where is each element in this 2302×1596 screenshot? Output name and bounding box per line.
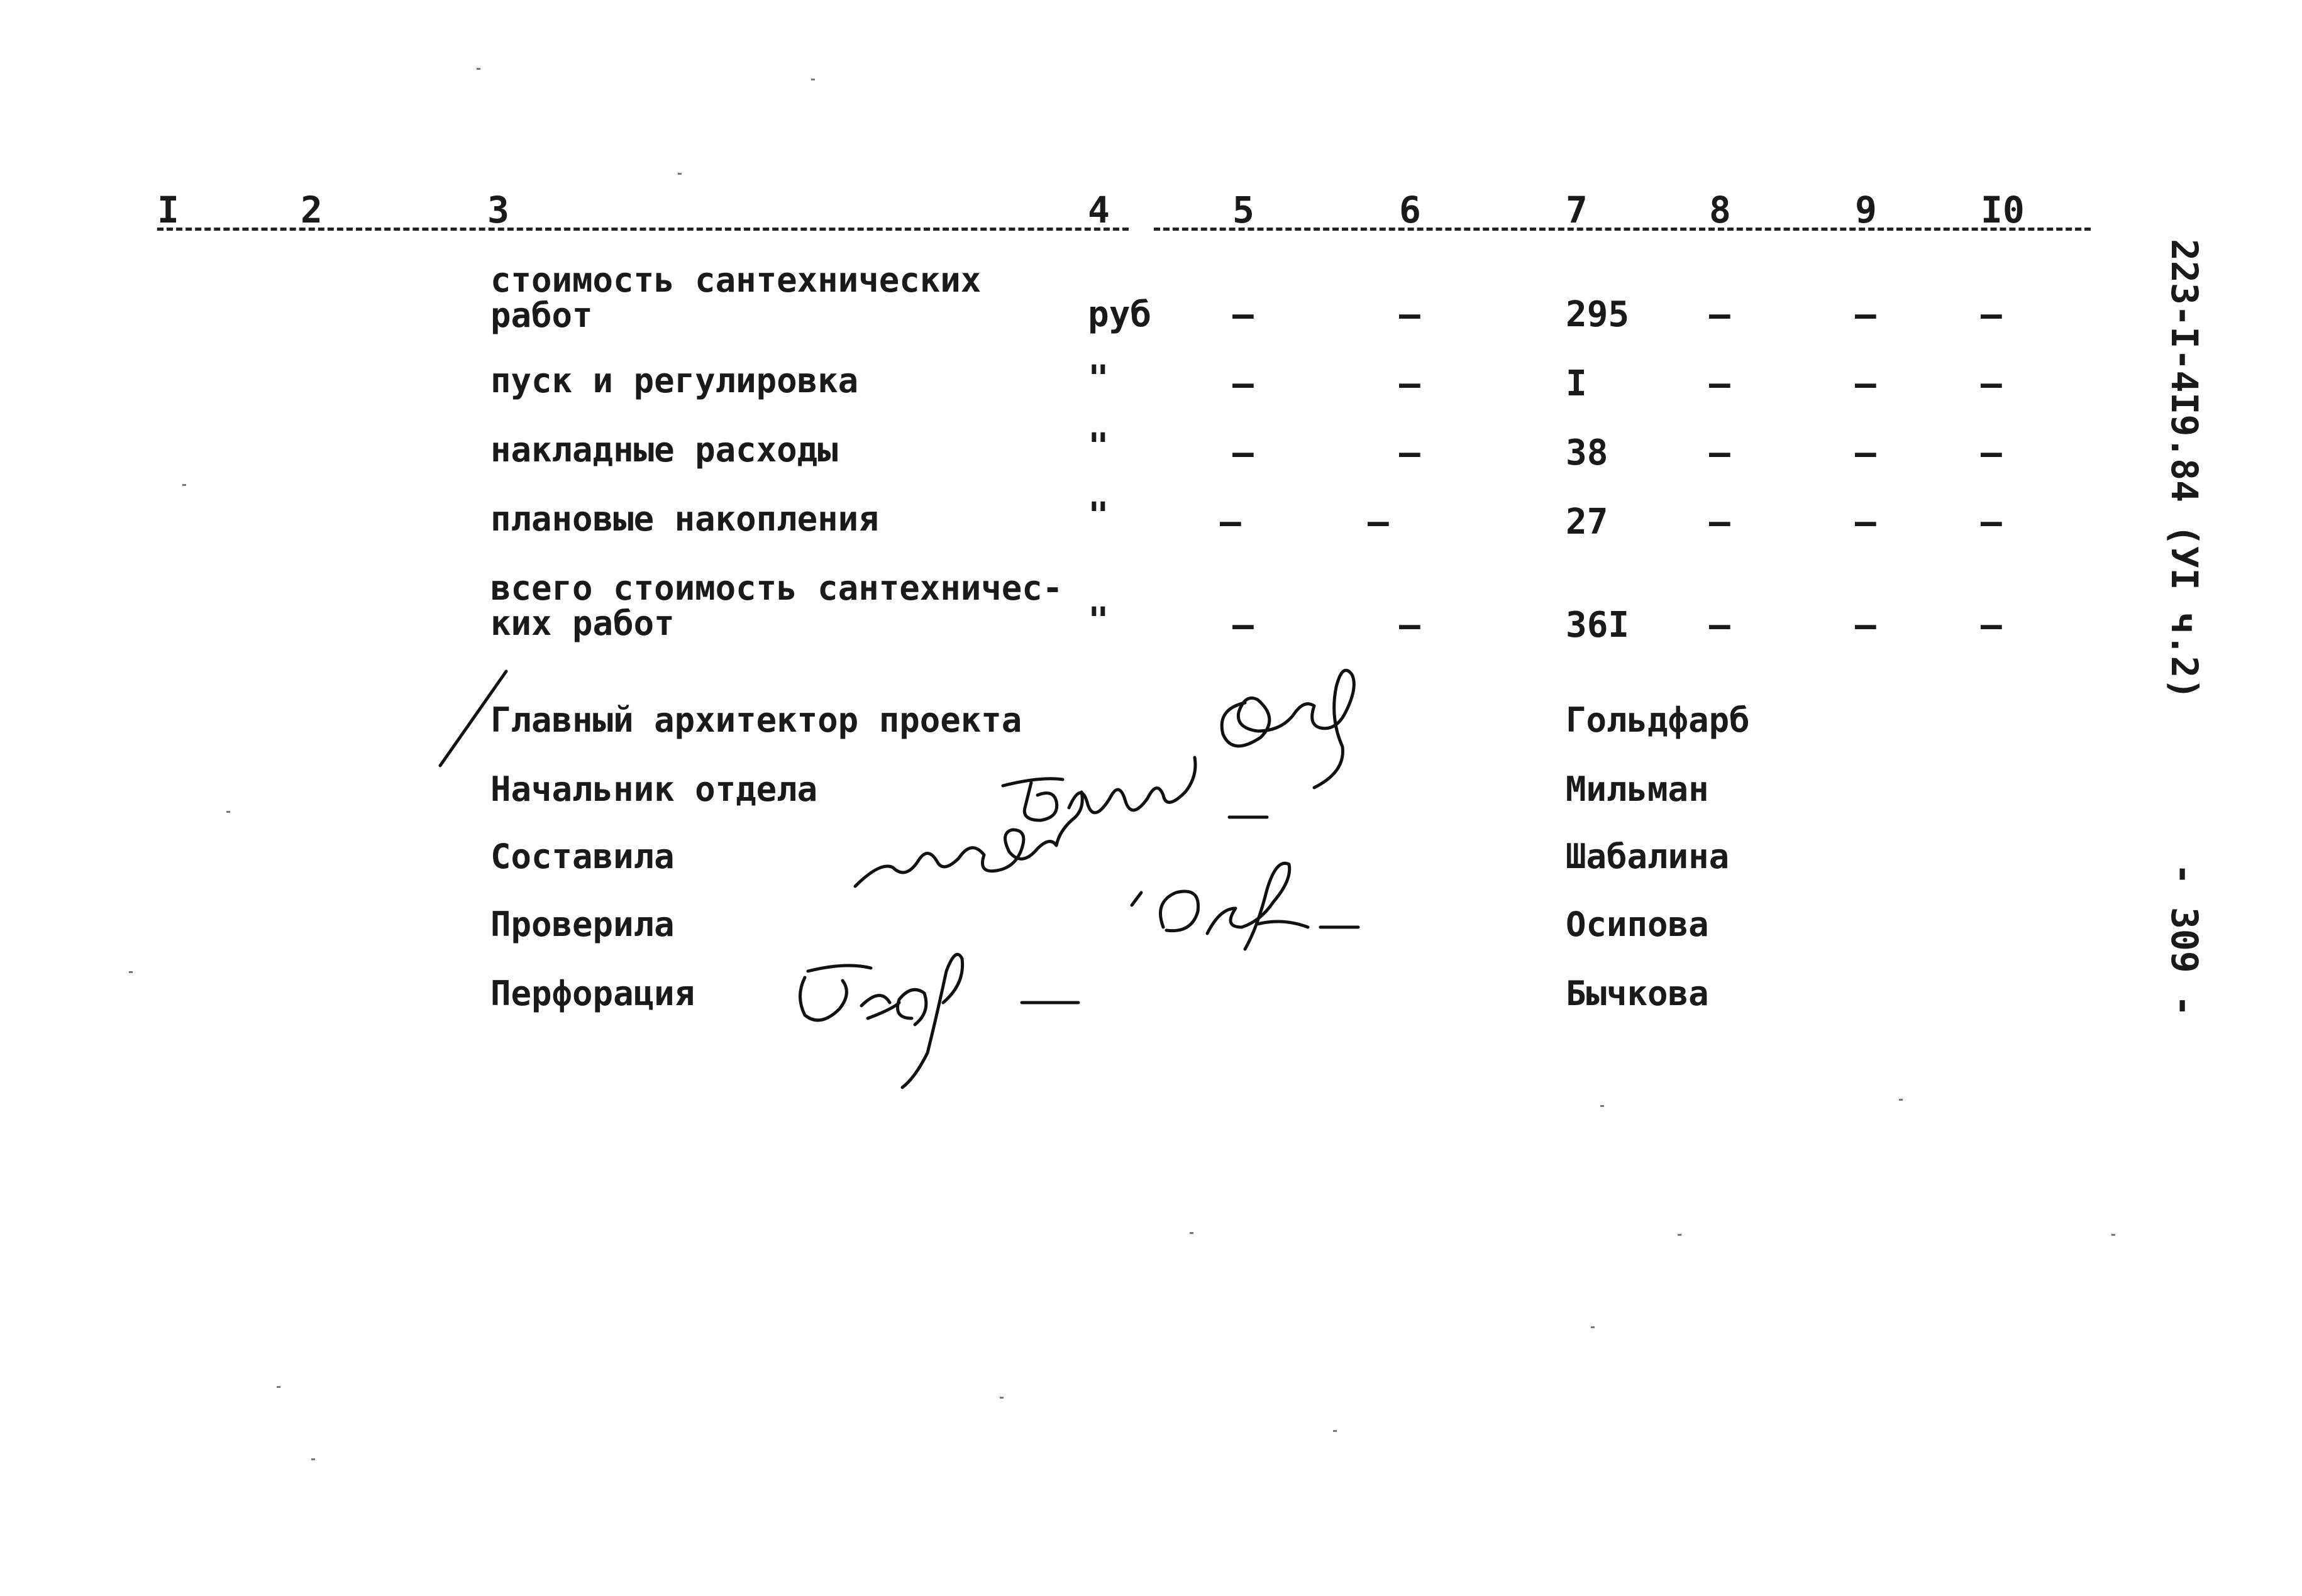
scan-speck	[2111, 1234, 2115, 1236]
row-4-col9: –	[1855, 502, 1876, 542]
row-1-col5: –	[1232, 294, 1254, 335]
signature-name-chief-architect: Гольдфарб	[1566, 700, 1750, 740]
signature-name-compiled: Шабалина	[1566, 837, 1730, 876]
row-5-col10: –	[1981, 605, 2002, 646]
scan-speck	[129, 971, 133, 973]
row-5-col8: –	[1709, 605, 1730, 646]
scan-speck	[1600, 1105, 1604, 1107]
row-5-col7: 36I	[1566, 605, 1630, 646]
col-header-1: I	[157, 189, 179, 231]
page-number: - 309 -	[2163, 863, 2206, 1017]
scan-speck	[182, 484, 186, 486]
row-3-col5: –	[1232, 432, 1254, 473]
row-5-col9: –	[1855, 605, 1876, 646]
scan-speck	[678, 173, 682, 175]
row-2-col8: –	[1709, 363, 1730, 404]
scan-speck	[1591, 1326, 1595, 1328]
row-3-col7: 38	[1566, 432, 1608, 473]
row-3-description: накладные расходы	[490, 430, 838, 470]
signature-name-department-head: Мильман	[1566, 769, 1709, 809]
signature-role-compiled: Составила	[490, 837, 675, 876]
row-1-description: стоимость сантехнических работ	[490, 260, 982, 335]
row-4-col6: –	[1368, 502, 1389, 542]
row-1-col6: –	[1399, 294, 1420, 335]
row-1-col7: 295	[1566, 294, 1630, 335]
row-2-col6: –	[1399, 363, 1420, 404]
row-2-description: пуск и регулировка	[490, 361, 859, 400]
signature-checked	[1161, 863, 1359, 949]
col-header-2: 2	[301, 189, 323, 231]
scan-speck	[1000, 1397, 1004, 1399]
row-3-col8: –	[1709, 432, 1730, 473]
row-4-col8: –	[1709, 502, 1730, 542]
col-header-5: 5	[1232, 189, 1254, 231]
col-header-9: 9	[1855, 189, 1877, 231]
scan-speck	[1333, 1430, 1337, 1432]
col-header-4: 4	[1088, 189, 1110, 231]
signature-perforation	[800, 954, 1079, 1087]
row-4-col10: –	[1981, 502, 2002, 542]
document-code-text: 223-I-4I9.84 (УI ч.2)	[2163, 239, 2206, 700]
scan-speck	[226, 811, 230, 813]
scan-speck	[477, 68, 480, 70]
row-1-unit: руб	[1088, 294, 1152, 335]
signature-role-checked: Проверила	[490, 905, 675, 944]
row-4-col5: –	[1220, 502, 1241, 542]
row-2-col7: I	[1566, 363, 1587, 404]
signature-role-chief-architect: Главный архитектор проекта	[490, 700, 1022, 740]
row-5-col5: –	[1232, 605, 1254, 646]
row-3-col10: –	[1981, 432, 2002, 473]
scan-speck	[1190, 1232, 1193, 1234]
col-header-6: 6	[1399, 189, 1421, 231]
col-header-7: 7	[1566, 189, 1588, 231]
signature-name-perforation: Бычкова	[1566, 974, 1709, 1013]
row-5-unit: "	[1088, 600, 1109, 641]
col-header-8: 8	[1709, 189, 1731, 231]
signature-name-checked: Осипова	[1566, 905, 1709, 944]
row-2-col9: –	[1855, 363, 1876, 404]
document-code	[2163, 239, 2206, 1017]
margin-slash	[440, 671, 506, 766]
row-3-unit: "	[1088, 426, 1109, 467]
row-4-unit: "	[1088, 495, 1109, 536]
row-2-col5: –	[1232, 363, 1254, 404]
row-3-col6: –	[1399, 432, 1420, 473]
signature-department-head	[1003, 757, 1267, 820]
row-1-col8: –	[1709, 294, 1730, 335]
signature-chief-architect	[1222, 670, 1354, 788]
row-1-col9: –	[1855, 294, 1876, 335]
scan-speck	[1899, 1099, 1903, 1101]
scan-speck	[277, 1386, 280, 1388]
col-header-3: 3	[487, 189, 509, 231]
col-header-10: I0	[1981, 189, 2025, 231]
signature-compiled	[855, 792, 1141, 905]
scan-speck	[1678, 1234, 1681, 1236]
scan-speck	[811, 79, 815, 80]
row-2-col10: –	[1981, 363, 2002, 404]
scan-speck	[311, 1458, 315, 1460]
signature-role-department-head: Начальник отдела	[490, 769, 818, 809]
row-1-col10: –	[1981, 294, 2002, 335]
row-3-col9: –	[1855, 432, 1876, 473]
row-4-description: плановые накопления	[490, 499, 879, 539]
row-2-unit: "	[1088, 358, 1109, 399]
signature-role-perforation: Перфорация	[490, 974, 695, 1013]
row-4-col7: 27	[1566, 502, 1608, 542]
row-5-description: всего стоимость сантехничес- ких работ	[490, 568, 1063, 643]
row-5-col6: –	[1399, 605, 1420, 646]
